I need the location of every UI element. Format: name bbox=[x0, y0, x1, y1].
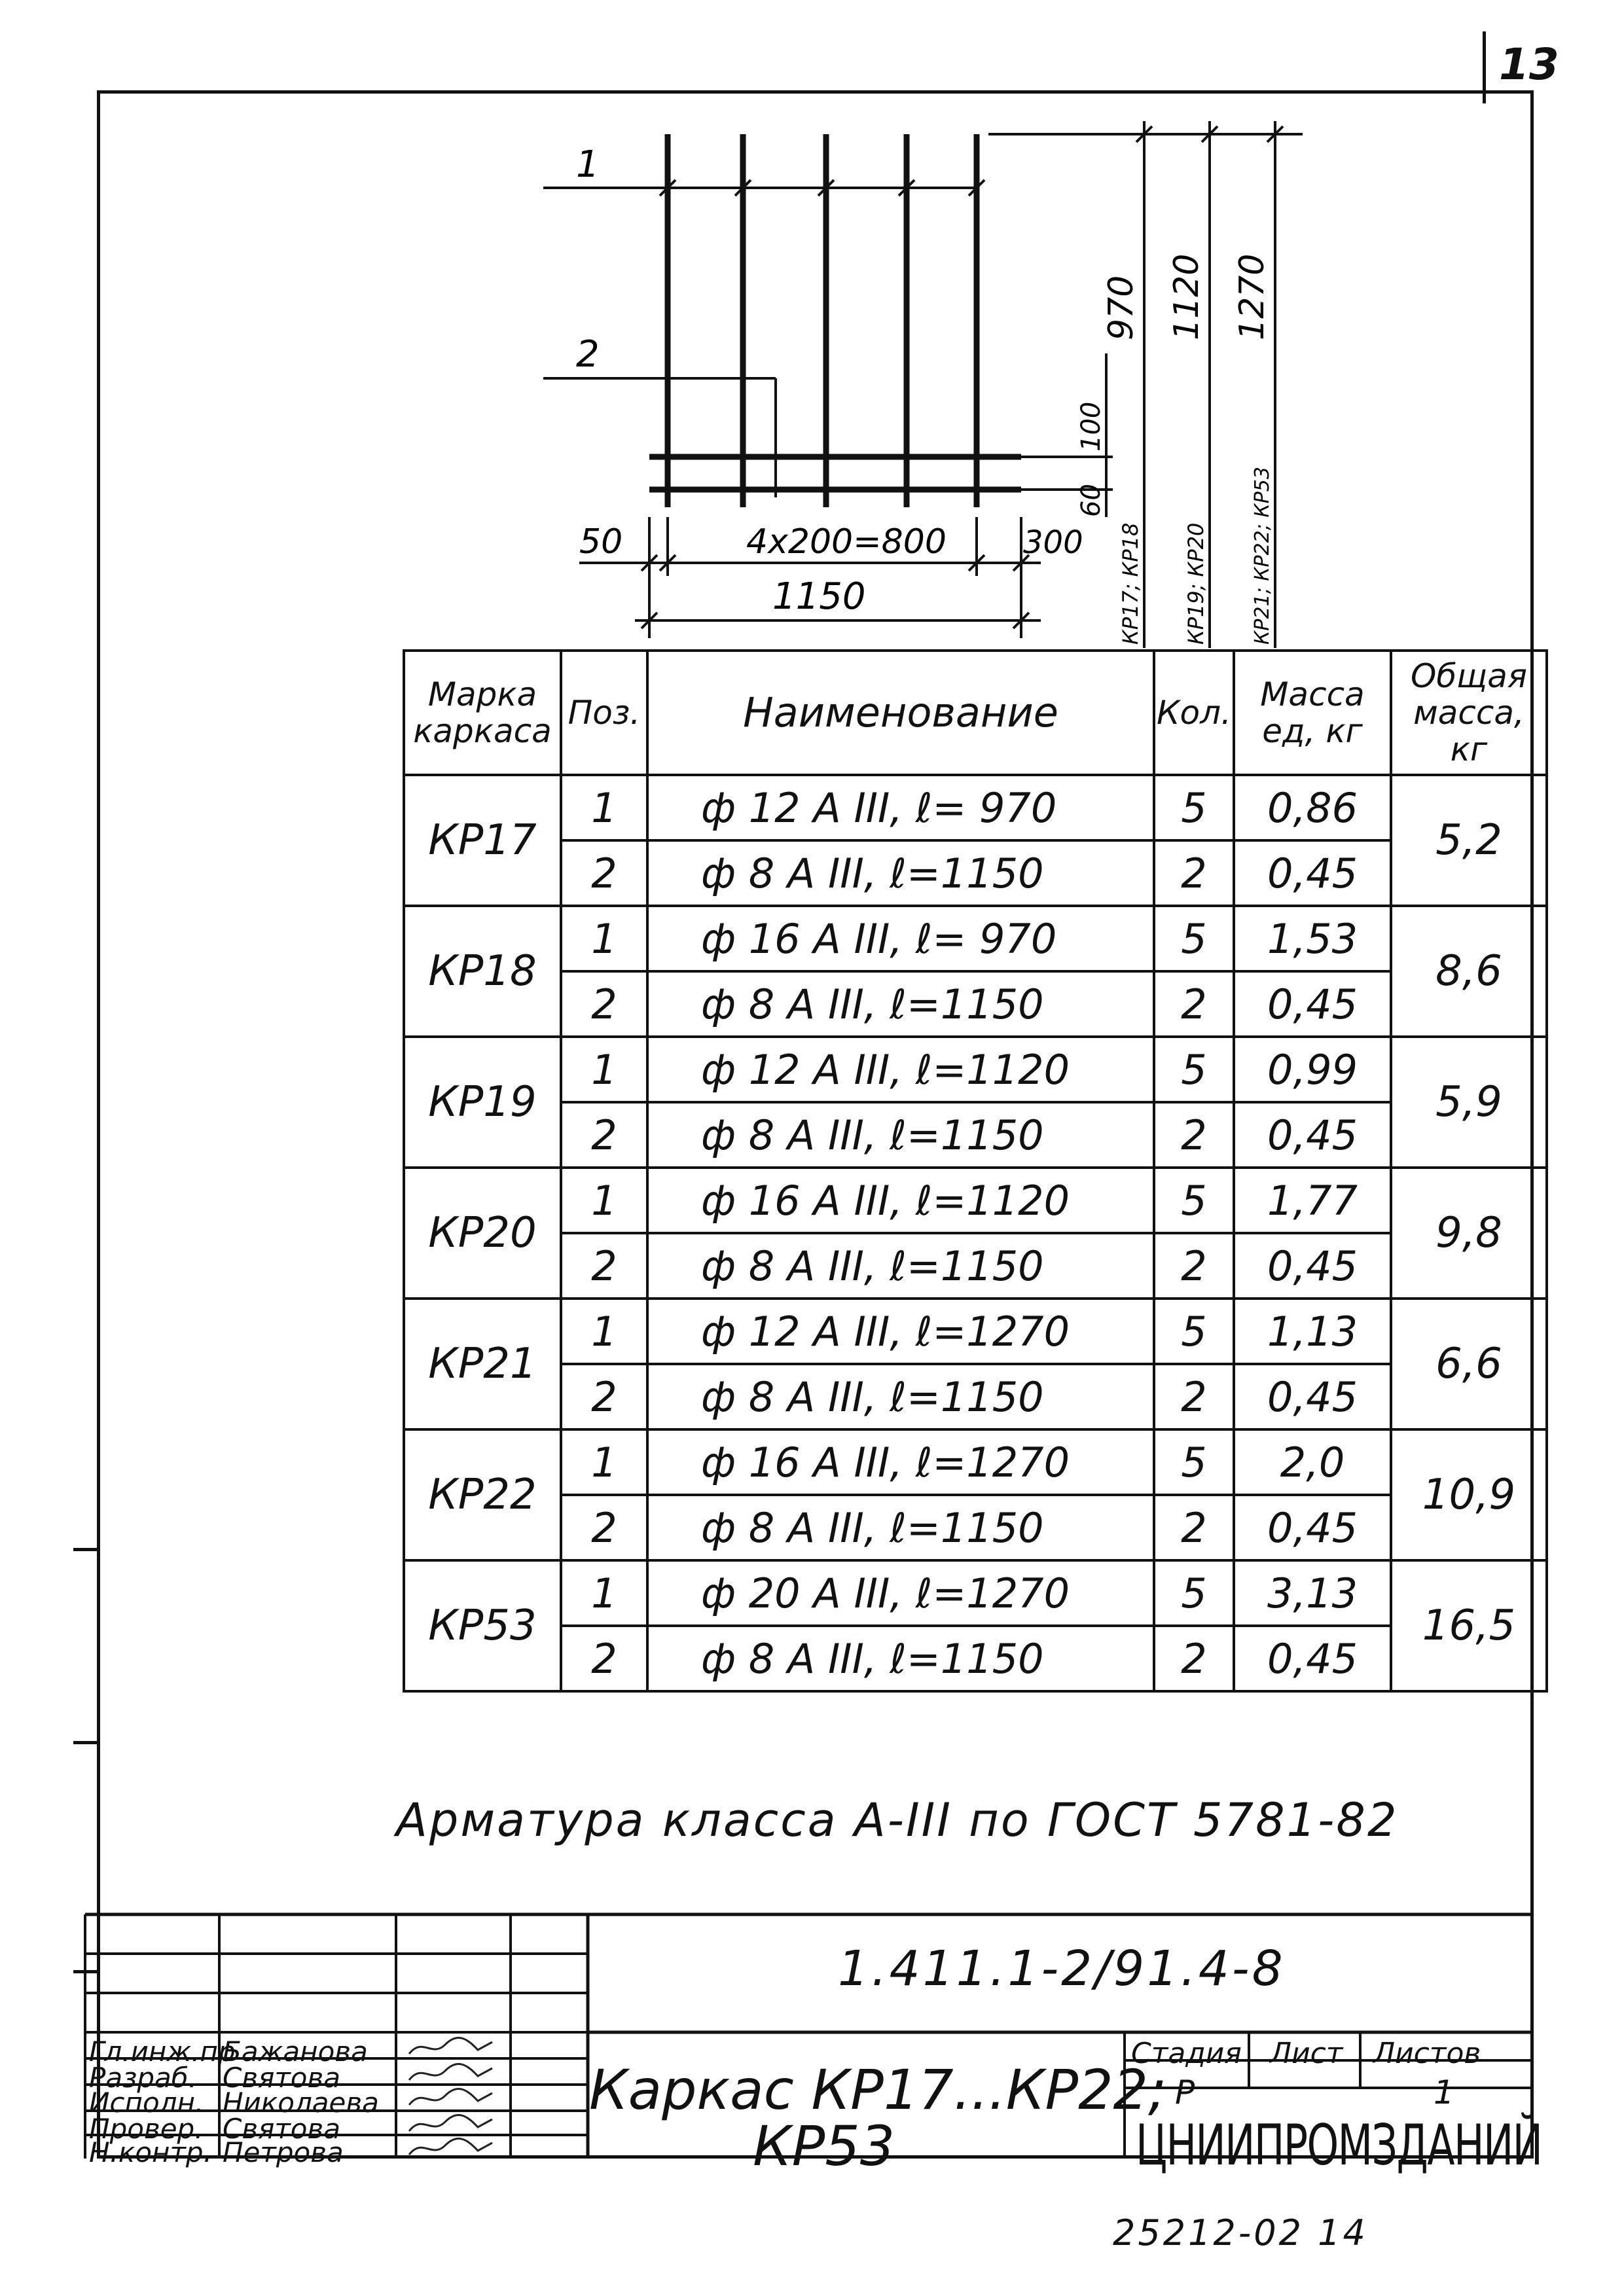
person-name: Николаева bbox=[223, 2087, 379, 2119]
variant-label-kr19-kr20: КР19; КР20 bbox=[1183, 522, 1208, 645]
cell-quantity: 2 bbox=[1154, 1626, 1234, 1691]
signature-mark bbox=[406, 2136, 497, 2166]
cell-unit-mass: 1,53 bbox=[1234, 906, 1391, 971]
cell-unit-mass: 3,13 bbox=[1234, 1560, 1391, 1626]
cell-name: ф 8 А III, ℓ=1150 bbox=[647, 971, 1154, 1037]
cell-unit-mass: 0,45 bbox=[1234, 971, 1391, 1037]
dim-total-length: 1150 bbox=[772, 575, 866, 618]
cell-unit-mass: 0,45 bbox=[1234, 1102, 1391, 1168]
drawing-title bbox=[589, 2058, 1167, 2178]
cell-name: ф 20 А III, ℓ=1270 bbox=[647, 1560, 1154, 1626]
cell-quantity: 2 bbox=[1154, 840, 1234, 906]
cell-name: ф 8 А III, ℓ=1150 bbox=[647, 1364, 1154, 1429]
sheets-header: Листов bbox=[1373, 2037, 1481, 2070]
position-label-1: 1 bbox=[576, 143, 600, 186]
cell-quantity: 2 bbox=[1154, 971, 1234, 1037]
cell-name: ф 12 А III, ℓ=1120 bbox=[647, 1037, 1154, 1102]
person-role: Н.контр. bbox=[89, 2136, 212, 2168]
person-role: Разраб. bbox=[89, 2062, 198, 2094]
cell-mark: КР17 bbox=[404, 775, 561, 906]
cell-unit-mass: 0,86 bbox=[1234, 775, 1391, 840]
dim-right-offset: 300 bbox=[1023, 524, 1083, 561]
header-total-mass: Общая масса, кг bbox=[1391, 651, 1547, 775]
cell-unit-mass: 1,77 bbox=[1234, 1168, 1391, 1233]
cell-mark: КР18 bbox=[404, 906, 561, 1037]
cell-total-mass: 8,6 bbox=[1391, 906, 1547, 1037]
cell-name: ф 16 А III, ℓ= 970 bbox=[647, 906, 1154, 971]
cell-position: 1 bbox=[561, 1037, 647, 1102]
person-name: Святова bbox=[223, 2113, 340, 2145]
header-position: Поз. bbox=[561, 651, 647, 775]
cell-position: 1 bbox=[561, 775, 647, 840]
cell-total-mass: 9,8 bbox=[1391, 1168, 1547, 1299]
cell-name: ф 8 А III, ℓ=1150 bbox=[647, 1495, 1154, 1560]
cell-name: ф 8 А III, ℓ=1150 bbox=[647, 840, 1154, 906]
sheet-header: Лист bbox=[1270, 2037, 1343, 2070]
cell-mark: КР53 bbox=[404, 1560, 561, 1691]
variant-label-kr21-kr22-kr53: КР21; КР22; КР53 bbox=[1251, 467, 1274, 645]
dim-height-970: 970 bbox=[1102, 275, 1141, 340]
position-label-2: 2 bbox=[576, 333, 600, 376]
organization-name: ЦНИИПРОМЗДАНИЙ bbox=[1136, 2113, 1542, 2178]
cell-mark: КР19 bbox=[404, 1037, 561, 1168]
cell-position: 1 bbox=[561, 1168, 647, 1233]
cell-position: 2 bbox=[561, 840, 647, 906]
cell-quantity: 2 bbox=[1154, 1495, 1234, 1560]
cell-position: 2 bbox=[561, 1233, 647, 1299]
drawing-title-line2: КР53 bbox=[753, 2114, 895, 2178]
cell-name: ф 8 А III, ℓ=1150 bbox=[647, 1102, 1154, 1168]
cell-quantity: 2 bbox=[1154, 1102, 1234, 1168]
cell-unit-mass: 0,45 bbox=[1234, 1626, 1391, 1691]
cell-position: 2 bbox=[561, 1495, 647, 1560]
person-name: Петрова bbox=[223, 2136, 344, 2168]
cell-mark: КР22 bbox=[404, 1429, 561, 1560]
dim-small-60: 60 bbox=[1076, 484, 1106, 517]
cell-name: ф 12 А III, ℓ=1270 bbox=[647, 1299, 1154, 1364]
variant-label-kr17-kr18: КР17; КР18 bbox=[1118, 522, 1143, 645]
person-role: Провер. bbox=[89, 2113, 204, 2145]
stage-value: Р bbox=[1175, 2073, 1195, 2111]
sheet-number: 13 bbox=[1499, 39, 1559, 90]
cell-total-mass: 10,9 bbox=[1391, 1429, 1547, 1560]
footer-archive-code: 25212-02 14 bbox=[1113, 2212, 1368, 2253]
cell-name: ф 12 А III, ℓ= 970 bbox=[647, 775, 1154, 840]
cell-unit-mass: 0,99 bbox=[1234, 1037, 1391, 1102]
document-code: 1.411.1-2/91.4-8 bbox=[838, 1941, 1286, 1997]
cell-quantity: 2 bbox=[1154, 1364, 1234, 1429]
cell-total-mass: 6,6 bbox=[1391, 1299, 1547, 1429]
cell-quantity: 5 bbox=[1154, 775, 1234, 840]
cell-quantity: 5 bbox=[1154, 1037, 1234, 1102]
cell-total-mass: 5,9 bbox=[1391, 1037, 1547, 1168]
cell-unit-mass: 0,45 bbox=[1234, 1495, 1391, 1560]
drawing-title-line1: Каркас КР17...КР22; bbox=[589, 2058, 1167, 2122]
cell-unit-mass: 0,45 bbox=[1234, 1364, 1391, 1429]
cell-position: 2 bbox=[561, 1364, 647, 1429]
person-name: Бажанова bbox=[223, 2036, 368, 2068]
dim-small-100: 100 bbox=[1076, 401, 1106, 452]
dim-height-1270: 1270 bbox=[1233, 253, 1272, 340]
dim-height-1120: 1120 bbox=[1167, 253, 1206, 340]
cell-unit-mass: 0,45 bbox=[1234, 1233, 1391, 1299]
cell-unit-mass: 1,13 bbox=[1234, 1299, 1391, 1364]
header-quantity: Кол. bbox=[1154, 651, 1234, 775]
cell-mark: КР21 bbox=[404, 1299, 561, 1429]
cell-name: ф 8 А III, ℓ=1150 bbox=[647, 1626, 1154, 1691]
cell-name: ф 8 А III, ℓ=1150 bbox=[647, 1233, 1154, 1299]
rebar-class-note: Арматура класса А-III по ГОСТ 5781-82 bbox=[396, 1793, 1399, 1847]
cell-name: ф 16 А III, ℓ=1270 bbox=[647, 1429, 1154, 1495]
cell-quantity: 5 bbox=[1154, 1560, 1234, 1626]
dim-pitch: 4x200=800 bbox=[746, 522, 947, 562]
cell-name: ф 16 А III, ℓ=1120 bbox=[647, 1168, 1154, 1233]
cell-position: 2 bbox=[561, 1102, 647, 1168]
person-role: Исполн. bbox=[89, 2087, 204, 2119]
stage-header: Стадия bbox=[1131, 2037, 1242, 2070]
cell-unit-mass: 2,0 bbox=[1234, 1429, 1391, 1495]
cell-position: 1 bbox=[561, 1299, 647, 1364]
person-role: Гл.инж.пр bbox=[89, 2036, 236, 2068]
cell-position: 1 bbox=[561, 1429, 647, 1495]
header-unit-mass: Масса ед, кг bbox=[1234, 651, 1391, 775]
person-name: Святова bbox=[223, 2062, 340, 2094]
sheet-value: 1 bbox=[1434, 2073, 1454, 2111]
cell-unit-mass: 0,45 bbox=[1234, 840, 1391, 906]
cell-position: 2 bbox=[561, 1626, 647, 1691]
cell-quantity: 2 bbox=[1154, 1233, 1234, 1299]
cell-total-mass: 16,5 bbox=[1391, 1560, 1547, 1691]
cell-quantity: 5 bbox=[1154, 906, 1234, 971]
header-mark: Марка каркаса bbox=[404, 651, 561, 775]
cell-quantity: 5 bbox=[1154, 1429, 1234, 1495]
dim-left-offset: 50 bbox=[579, 522, 623, 562]
cell-position: 1 bbox=[561, 906, 647, 971]
cell-total-mass: 5,2 bbox=[1391, 775, 1547, 906]
cell-position: 1 bbox=[561, 1560, 647, 1626]
cell-position: 2 bbox=[561, 971, 647, 1037]
header-name: Наименование bbox=[647, 651, 1154, 775]
cell-mark: КР20 bbox=[404, 1168, 561, 1299]
cell-quantity: 5 bbox=[1154, 1168, 1234, 1233]
cell-quantity: 5 bbox=[1154, 1299, 1234, 1364]
